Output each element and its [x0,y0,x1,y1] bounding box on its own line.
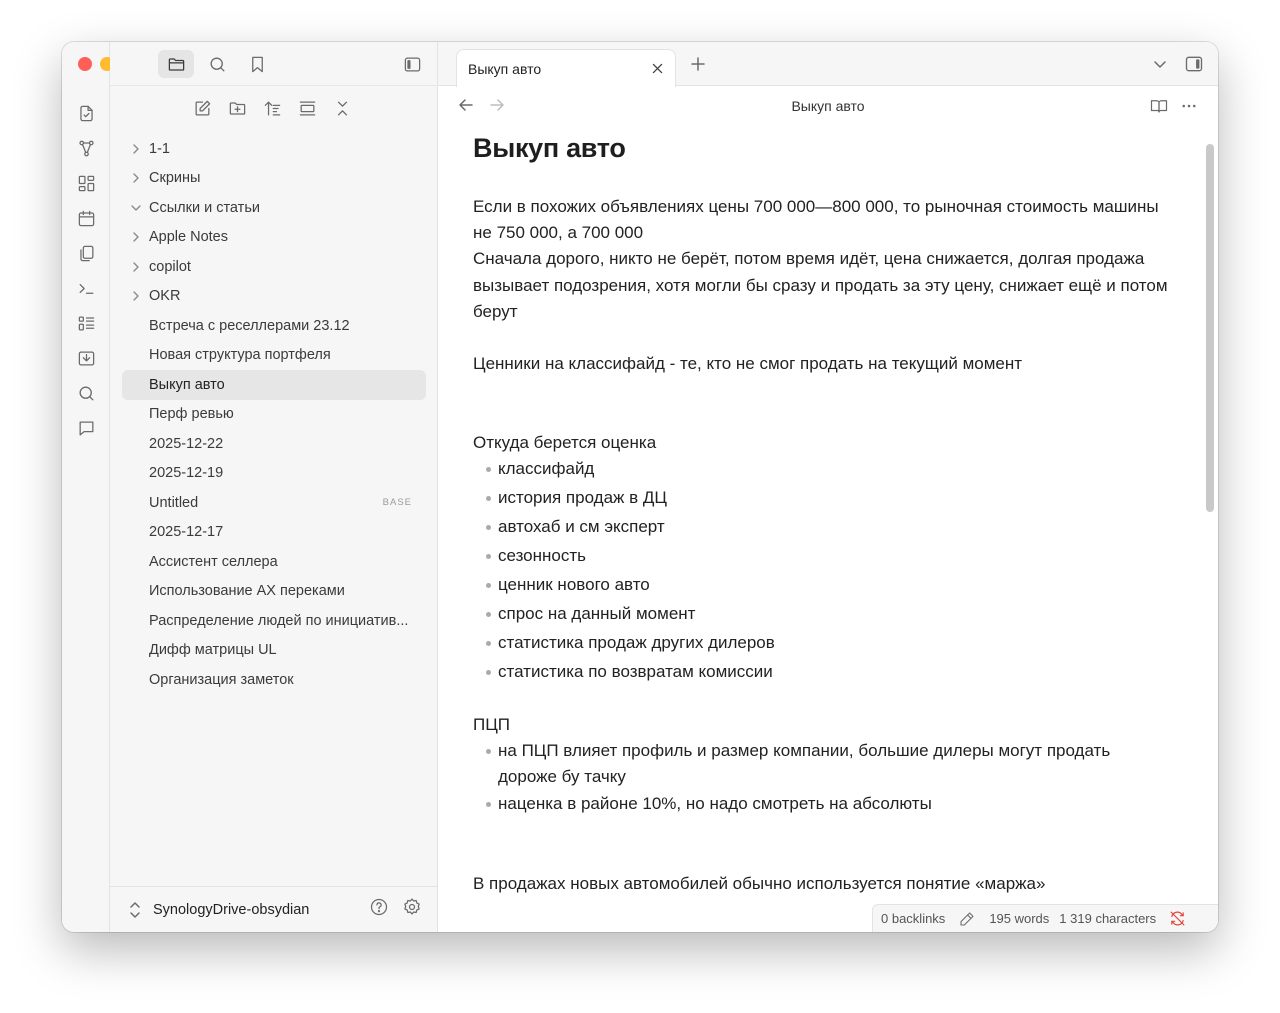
file-label: Выкуп авто [149,376,225,393]
bullet-item: автохаб и см эксперт [473,514,1173,540]
paragraph-price-dynamics: Сначала дорого, никто не берёт, потом время идёт, цена снижается, долгая продажа вызывает подозрения, хотя могли бы сразу и продать за эту цену, снижает ещё и потом берут [473,249,1168,321]
folder-label: Ссылки и статьи [149,199,260,216]
toggle-right-sidebar-button[interactable] [1184,54,1204,79]
bullet-item: ценник нового авто [473,572,1173,598]
folder-label: Apple Notes [149,229,228,246]
view-header [438,86,1218,126]
file-label: Дифф матрицы UL [149,642,277,659]
ribbon [62,42,110,932]
file-tree [122,134,426,695]
daily-note-icon[interactable] [62,201,110,236]
file-type-badge: BASE [382,497,412,509]
reading-view-button[interactable] [1150,97,1168,120]
chevron-right-icon[interactable] [122,261,149,273]
note-content[interactable] [473,126,1173,932]
folder-item[interactable] [122,252,426,282]
file-label: Организация заметок [149,671,294,688]
file-item[interactable] [122,636,426,666]
search-icon [208,55,227,74]
more-options-button[interactable] [1180,97,1198,120]
file-label: 2025-12-19 [149,465,224,482]
collapse-icon [333,99,352,118]
outline-icon[interactable] [62,306,110,341]
view-header-title[interactable]: Выкуп авто [791,98,865,114]
gear-icon [402,897,422,917]
file-label: Untitled [149,494,199,511]
file-explorer-sidebar [110,42,438,932]
file-item[interactable] [122,341,426,371]
chevron-right-icon[interactable] [122,290,149,302]
open-quick-switcher-icon[interactable] [62,96,110,131]
heading-pcp: ПЦП [473,714,511,734]
vault-switcher-icon[interactable] [128,900,142,920]
help-button[interactable] [369,897,389,922]
close-icon [651,62,664,75]
file-label: Перф ревью [149,406,234,423]
tab-bar [438,42,1218,86]
file-item[interactable] [122,429,426,459]
file-label: Новая структура портфеля [149,347,331,364]
chevron-right-icon[interactable] [122,143,149,155]
new-tab-button[interactable] [688,54,708,74]
app-window [62,42,1218,932]
note-title[interactable]: Выкуп авто [473,133,626,163]
folder-item[interactable] [122,164,426,194]
toggle-left-sidebar-button[interactable] [394,50,430,78]
file-item-active[interactable] [122,370,426,400]
bookmarks-tab[interactable] [239,50,275,78]
settings-button[interactable] [402,897,422,922]
help-icon [369,897,389,917]
file-label: Ассистент селлера [149,553,278,570]
backlinks-count[interactable]: 0 backlinks [881,911,946,926]
estimate-sources-list [473,456,1173,685]
more-horizontal-icon [1180,97,1198,115]
sidebar-right-icon [1184,54,1204,74]
paragraph-market-price: Если в похожих объявлениях цены 700 000—800 000, то рыночная стоимость машины не 750 000, а 700 000 [473,197,1159,243]
close-window-button[interactable] [78,57,92,71]
file-item[interactable] [122,459,426,489]
sidebar-left-icon [403,55,422,74]
bookmark-icon [248,55,267,74]
folder-label: 1-1 [149,140,170,157]
sort-button[interactable] [262,96,283,120]
close-tab-button[interactable] [649,60,665,76]
file-explorer-toolbar [192,96,353,120]
file-label: 2025-12-17 [149,524,224,541]
bullet-item: история продаж в ДЦ [473,485,1173,511]
import-icon[interactable] [62,341,110,376]
sort-icon [263,99,282,118]
file-label: Встреча с реселлерами 23.12 [149,317,350,334]
file-label: Распределение людей по инициатив... [149,612,409,629]
folder-item[interactable] [122,193,426,223]
new-note-icon [193,99,212,118]
pcp-list [473,738,1173,817]
folder-item[interactable] [122,134,426,164]
bullet-item: статистика по возвратам комиссии [473,659,1173,685]
file-item[interactable] [122,577,426,607]
tab-title: Выкуп авто [468,60,542,77]
file-item[interactable] [122,665,426,695]
bullet-item: сезонность [473,543,1173,569]
paragraph-margin: В продажах новых автомобилей обычно используется понятие «маржа» [473,873,1046,893]
bullet-item: классифайд [473,456,1173,482]
heading-estimate-sources: Откуда берется оценка [473,432,657,452]
file-label: 2025-12-22 [149,435,224,452]
files-tab[interactable] [158,50,194,78]
bullet-item: спрос на данный момент [473,601,1173,627]
book-open-icon [1150,97,1168,115]
sidebar-tab-bar [110,42,438,86]
templates-icon[interactable] [62,236,110,271]
bullet-item: на ПЦП влияет профиль и размер компании, большие дилеры могут продать дороже бу тачку [473,738,1173,790]
file-item[interactable] [122,518,426,548]
chevron-right-icon[interactable] [122,172,149,184]
tab-vykup-avto[interactable] [456,49,676,87]
collapse-all-button[interactable] [332,96,353,120]
character-count: 1 319 characters [1059,911,1157,926]
file-label: Использование АХ переками [149,583,345,600]
chevron-down-icon[interactable] [122,202,149,214]
bullet-item: статистика продаж других дилеров [473,630,1173,656]
new-folder-button[interactable] [227,96,248,120]
status-bar [872,904,1218,932]
vault-name[interactable]: SynologyDrive-obsydian [153,901,310,918]
editor-pane [438,42,1218,932]
chevron-down-icon [1152,56,1168,72]
file-item[interactable] [122,400,426,430]
folder-icon [167,55,186,74]
word-count: 195 words [989,911,1050,926]
edit-mode-icon[interactable] [959,911,975,927]
paragraph-classified-prices: Ценники на классифайд - те, кто не смог продать на текущий момент [473,354,1023,374]
folder-label: Скрины [149,170,201,187]
search-icon[interactable] [62,376,110,411]
folder-item[interactable] [122,223,426,253]
file-item[interactable] [122,547,426,577]
chat-icon[interactable] [62,411,110,446]
tab-list-button[interactable] [1152,56,1168,77]
new-note-button[interactable] [192,96,213,120]
plus-icon [690,56,706,72]
command-palette-icon[interactable] [62,271,110,306]
bullet-item: наценка в районе 10%, но надо смотреть на абсолюты [473,791,1173,817]
graph-view-icon[interactable] [62,131,110,166]
folder-item[interactable] [122,282,426,312]
canvas-icon[interactable] [62,166,110,201]
folder-label: copilot [149,258,191,275]
reveal-file-icon [298,99,317,118]
file-item[interactable] [122,488,426,518]
editor-scrollbar[interactable] [1206,144,1214,512]
vault-bar [110,886,438,932]
sync-error-icon[interactable] [1169,910,1187,928]
file-item[interactable] [122,606,426,636]
folder-label: OKR [149,288,181,305]
search-tab[interactable] [199,50,235,78]
chevron-right-icon[interactable] [122,231,149,243]
auto-reveal-button[interactable] [297,96,318,120]
file-item[interactable] [122,311,426,341]
new-folder-icon [228,99,247,118]
